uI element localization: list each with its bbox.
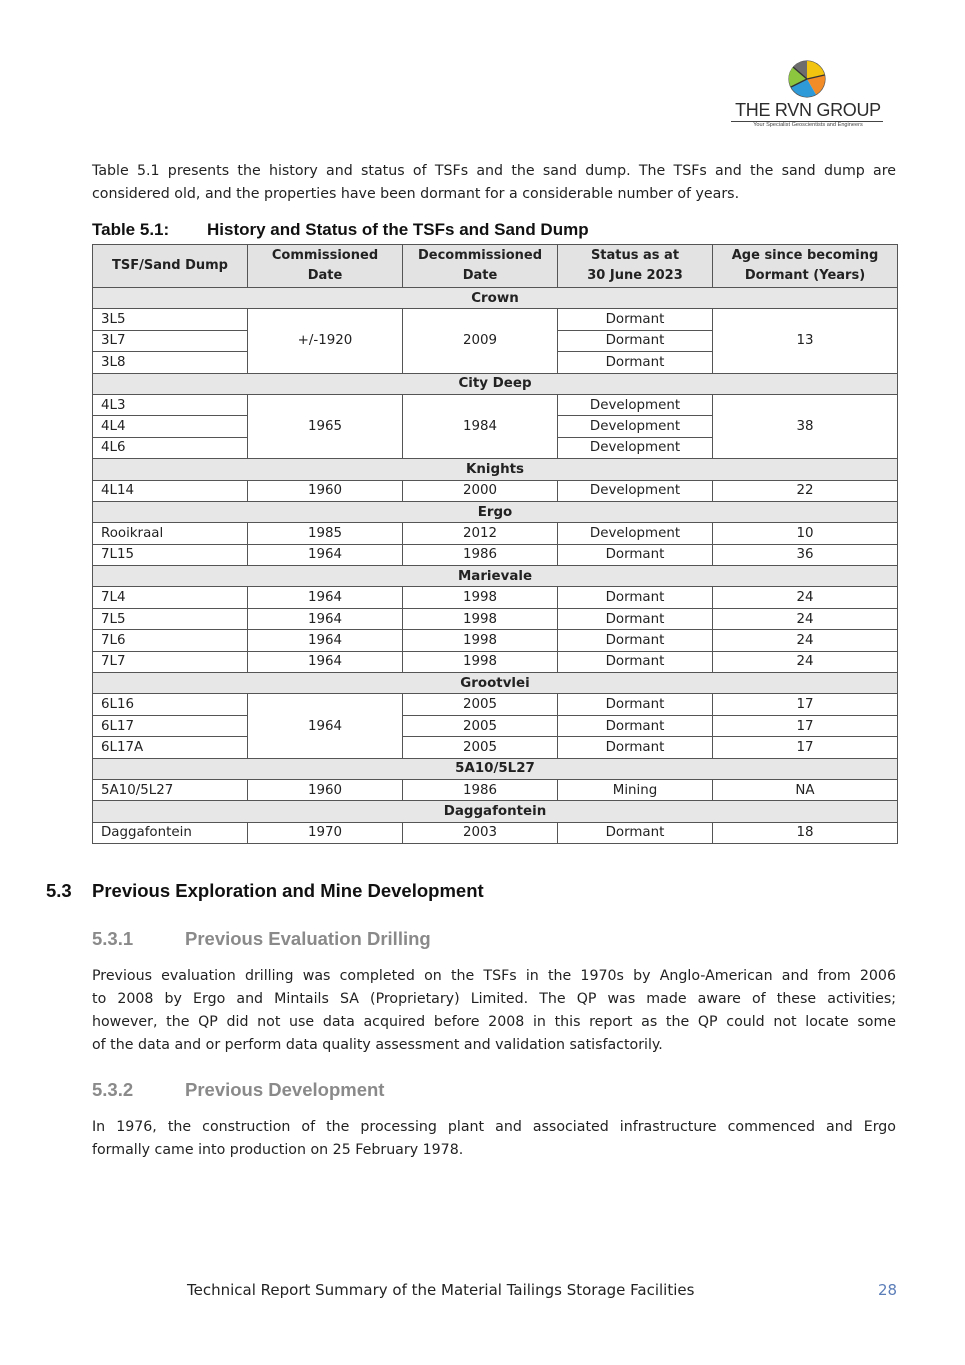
group-row <box>93 673 898 694</box>
cell-status: Dormant <box>558 608 713 629</box>
group-label: Grootvlei <box>93 673 898 694</box>
table-row <box>93 822 898 843</box>
section-number: 5.3.2 <box>92 1079 134 1100</box>
cell-name: 7L7 <box>93 651 248 672</box>
evaluation-drilling-paragraph <box>92 965 896 1057</box>
cell-decommissioned: 1998 <box>403 587 558 608</box>
cell-name: 6L16 <box>93 694 248 715</box>
cell-status: Development <box>558 437 713 458</box>
cell-name: 3L7 <box>93 330 248 351</box>
cell-status: Development <box>558 416 713 437</box>
logo-tagline: Your Specialist Geoscientists and Engineers <box>753 122 863 128</box>
table-row <box>93 737 898 758</box>
cell-name: 6L17 <box>93 715 248 736</box>
group-label: City Deep <box>93 373 898 394</box>
cell-decommissioned: 1998 <box>403 608 558 629</box>
table-caption-title: History and Status of the TSFs and Sand Dump <box>207 220 589 239</box>
cell-age: 13 <box>713 309 898 373</box>
text-line: however, the QP did not use data acquired before 2008 in this report as the QP could not locate some <box>92 1014 896 1030</box>
header-status: Status as at 30 June 2023 <box>558 245 713 288</box>
header-name: TSF/Sand Dump <box>93 245 248 288</box>
cell-name: 3L5 <box>93 309 248 330</box>
group-row <box>93 758 898 779</box>
cell-name: 4L3 <box>93 394 248 415</box>
cell-age: 18 <box>713 822 898 843</box>
text-line: Table 5.1 presents the history and status of TSFs and the sand dump. The TSFs and the sand dump are <box>92 163 896 179</box>
cell-name: Rooikraal <box>93 523 248 544</box>
cell-age: 24 <box>713 587 898 608</box>
table-row <box>93 694 898 715</box>
cell-name: Daggafontein <box>93 822 248 843</box>
intro-paragraph <box>92 160 896 206</box>
section-heading-5-3-2 <box>92 1079 384 1101</box>
text-line: Previous evaluation drilling was completed on the TSFs in the 1970s by Anglo-American and from 2006 <box>92 968 896 984</box>
cell-commissioned: 1964 <box>248 694 403 758</box>
table-row <box>93 715 898 736</box>
table-row <box>93 523 898 544</box>
section-heading-5-3 <box>46 880 484 902</box>
cell-age: NA <box>713 779 898 800</box>
text-line: formally came into production on 25 February 1978. <box>92 1142 464 1158</box>
page-number: 28 <box>878 1281 898 1299</box>
table-header-row <box>93 245 898 288</box>
cell-name: 3L8 <box>93 352 248 373</box>
cell-commissioned: +/-1920 <box>248 309 403 373</box>
table-row <box>93 544 898 565</box>
cell-decommissioned: 2005 <box>403 715 558 736</box>
text-line: to 2008 by Ergo and Mintails SA (Proprietary) Limited. The QP was made aware of these activities; <box>92 991 896 1007</box>
cell-status: Dormant <box>558 352 713 373</box>
table-row <box>93 480 898 501</box>
cell-name: 7L4 <box>93 587 248 608</box>
table-caption <box>92 220 589 240</box>
cell-age: 17 <box>713 694 898 715</box>
cell-name: 7L15 <box>93 544 248 565</box>
cell-name: 4L4 <box>93 416 248 437</box>
table-row <box>93 651 898 672</box>
cell-age: 38 <box>713 394 898 458</box>
cell-commissioned: 1965 <box>248 394 403 458</box>
cell-status: Dormant <box>558 694 713 715</box>
text-line: In 1976, the construction of the processing plant and associated infrastructure commenced and Ergo <box>92 1119 896 1135</box>
table-row <box>93 608 898 629</box>
cell-age: 22 <box>713 480 898 501</box>
tsf-history-table <box>92 244 898 844</box>
cell-commissioned: 1964 <box>248 587 403 608</box>
cell-status: Dormant <box>558 822 713 843</box>
cell-status: Dormant <box>558 330 713 351</box>
cell-status: Dormant <box>558 587 713 608</box>
group-label: Daggafontein <box>93 801 898 822</box>
cell-decommissioned: 1998 <box>403 651 558 672</box>
cell-commissioned: 1964 <box>248 544 403 565</box>
cell-status: Development <box>558 480 713 501</box>
text-line: of the data and or perform data quality assessment and validation satisfactorily. <box>92 1037 663 1053</box>
cell-decommissioned: 2003 <box>403 822 558 843</box>
cell-age: 24 <box>713 651 898 672</box>
cell-commissioned: 1960 <box>248 779 403 800</box>
cell-decommissioned: 1986 <box>403 544 558 565</box>
cell-commissioned: 1964 <box>248 630 403 651</box>
cell-decommissioned: 1998 <box>403 630 558 651</box>
cell-status: Mining <box>558 779 713 800</box>
cell-name: 7L5 <box>93 608 248 629</box>
cell-status: Dormant <box>558 630 713 651</box>
group-row <box>93 459 898 480</box>
header-commissioned: Commissioned Date <box>248 245 403 288</box>
table-caption-number: Table 5.1: <box>92 220 170 239</box>
header-decommissioned: Decommissioned Date <box>403 245 558 288</box>
cell-status: Development <box>558 523 713 544</box>
cell-age: 24 <box>713 630 898 651</box>
rvn-logo-icon <box>786 60 830 102</box>
cell-age: 10 <box>713 523 898 544</box>
cell-age: 17 <box>713 737 898 758</box>
section-number: 5.3 <box>46 880 72 901</box>
table-row <box>93 779 898 800</box>
cell-decommissioned: 1986 <box>403 779 558 800</box>
cell-decommissioned: 2009 <box>403 309 558 373</box>
group-label: Ergo <box>93 501 898 522</box>
cell-decommissioned: 2005 <box>403 737 558 758</box>
group-row <box>93 288 898 309</box>
section-title: Previous Development <box>185 1079 385 1100</box>
text-line: considered old, and the properties have been dormant for a considerable number of years. <box>92 186 740 202</box>
cell-name: 4L6 <box>93 437 248 458</box>
cell-name: 7L6 <box>93 630 248 651</box>
table-row <box>93 309 898 330</box>
cell-age: 24 <box>713 608 898 629</box>
cell-decommissioned: 2000 <box>403 480 558 501</box>
footer-title: Technical Report Summary of the Material Tailings Storage Facilities <box>187 1281 695 1299</box>
cell-commissioned: 1985 <box>248 523 403 544</box>
cell-status: Dormant <box>558 737 713 758</box>
cell-status: Dormant <box>558 309 713 330</box>
table-row <box>93 630 898 651</box>
cell-status: Dormant <box>558 715 713 736</box>
group-label: 5A10/5L27 <box>93 758 898 779</box>
previous-development-paragraph <box>92 1116 896 1162</box>
cell-commissioned: 1964 <box>248 608 403 629</box>
cell-name: 5A10/5L27 <box>93 779 248 800</box>
section-heading-5-3-1 <box>92 928 431 950</box>
company-logo <box>728 60 888 132</box>
table-row <box>93 394 898 415</box>
cell-decommissioned: 2005 <box>403 694 558 715</box>
group-row <box>93 501 898 522</box>
cell-name: 6L17A <box>93 737 248 758</box>
group-row <box>93 801 898 822</box>
cell-status: Dormant <box>558 544 713 565</box>
table-row <box>93 587 898 608</box>
cell-commissioned: 1970 <box>248 822 403 843</box>
section-title: Previous Exploration and Mine Development <box>92 880 484 901</box>
group-label: Marievale <box>93 566 898 587</box>
group-row <box>93 566 898 587</box>
cell-status: Development <box>558 394 713 415</box>
cell-commissioned: 1960 <box>248 480 403 501</box>
section-title: Previous Evaluation Drilling <box>185 928 431 949</box>
section-number: 5.3.1 <box>92 928 134 949</box>
cell-decommissioned: 2012 <box>403 523 558 544</box>
logo-name: THE RVN GROUP <box>735 100 881 120</box>
cell-age: 36 <box>713 544 898 565</box>
cell-age: 17 <box>713 715 898 736</box>
cell-decommissioned: 1984 <box>403 394 558 458</box>
group-label: Knights <box>93 459 898 480</box>
group-row <box>93 373 898 394</box>
cell-commissioned: 1964 <box>248 651 403 672</box>
group-label: Crown <box>93 288 898 309</box>
header-age: Age since becoming Dormant (Years) <box>713 245 898 288</box>
cell-status: Dormant <box>558 651 713 672</box>
cell-name: 4L14 <box>93 480 248 501</box>
